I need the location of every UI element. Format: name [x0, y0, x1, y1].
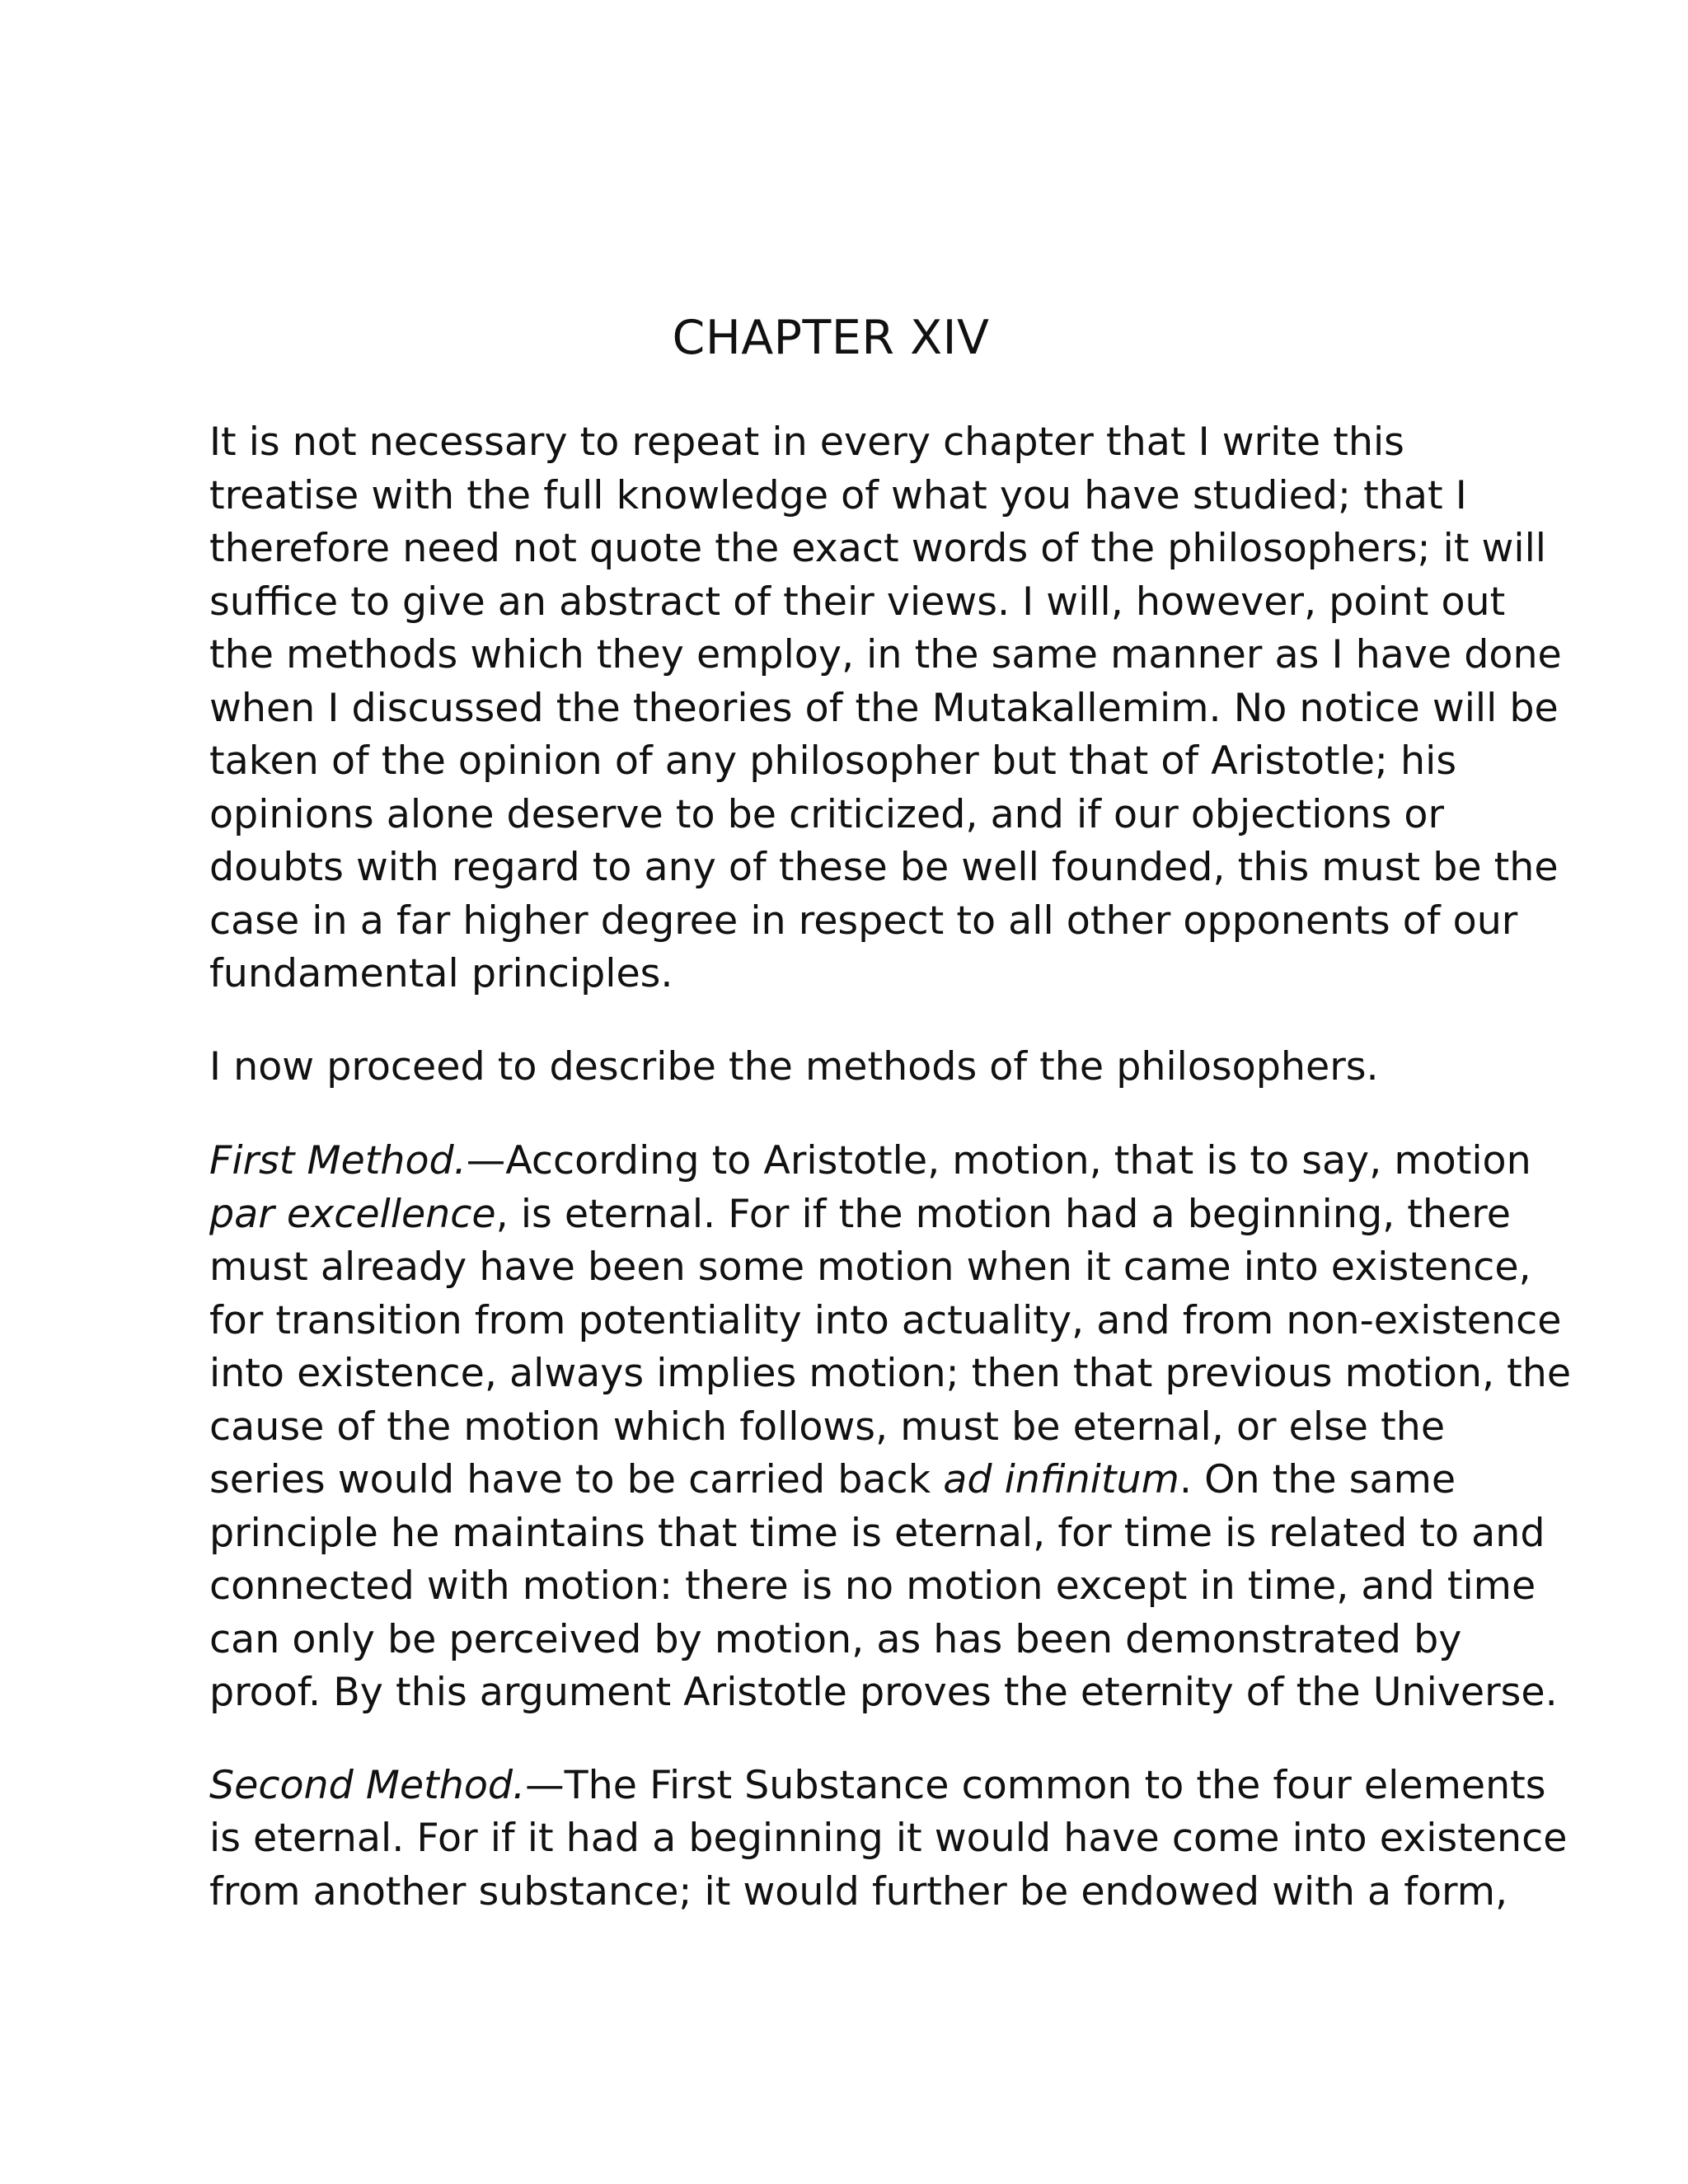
paragraph-proceed — [209, 1041, 1483, 1094]
text-line — [209, 1454, 1483, 1507]
text-line: is eternal. For if it had a beginning it would have come into existence — [209, 1816, 1568, 1861]
paragraph-first-method — [209, 1135, 1572, 1720]
text-line: principle he maintains that time is eternal, for time is related to and — [209, 1510, 1545, 1556]
text-line: cause of the motion which follows, must be eternal, or else the — [209, 1404, 1446, 1450]
italic-phrase: ad infinitum — [943, 1457, 1179, 1502]
text-line: when I discussed the theories of the Mutakallemim. No notice will be — [209, 685, 1559, 731]
text-line: can only be perceived by motion, as has been demonstrated by — [209, 1616, 1462, 1662]
text-line: must already have been some motion when it came into existence, — [209, 1244, 1531, 1290]
text-line: I now proceed to describe the methods of the philosophers. — [209, 1043, 1379, 1090]
italic-phrase: par excellence — [209, 1191, 496, 1237]
text-line: doubts with regard to any of these be well founded, this must be the — [209, 845, 1559, 890]
text-line: from another substance; it would further be endowed with a form, — [209, 1868, 1508, 1915]
text-span: —The First Substance common to the four elements — [525, 1762, 1546, 1808]
text-line: the methods which they employ, in the same manner as I have done — [209, 632, 1562, 677]
text-span: series would have to be carried back — [209, 1457, 944, 1502]
body-text — [209, 416, 1572, 1958]
text-line: It is not necessary to repeat in every chapter that I write this — [209, 419, 1404, 465]
text-line: connected with motion: there is no motion except in time, and time — [209, 1563, 1536, 1609]
paragraph-intro — [209, 416, 1562, 1001]
text-line: for transition from potentiality into actuality, and from non-existence — [209, 1297, 1562, 1343]
paragraph-second-method — [209, 1760, 1568, 1919]
text-line: into existence, always implies motion; then that previous motion, the — [209, 1351, 1572, 1396]
text-line: fundamental principles. — [209, 951, 673, 996]
text-line — [209, 1135, 1531, 1188]
text-line: proof. By this argument Aristotle proves the eternity of the Universe. — [209, 1670, 1558, 1715]
text-span: . On the same — [1179, 1457, 1456, 1502]
method-heading: Second Method. — [209, 1762, 526, 1808]
text-line: suffice to give an abstract of their views. I will, however, point out — [209, 579, 1506, 625]
text-span: —According to Aristotle, motion, that is to say, motion — [466, 1138, 1531, 1183]
text-line — [209, 1188, 1511, 1242]
text-line — [209, 1760, 1546, 1813]
text-line: taken of the opinion of any philosopher but that of Aristotle; his — [209, 738, 1457, 784]
text-line: opinions alone deserve to be criticized, and if our objections or — [209, 791, 1445, 837]
text-line: therefore need not quote the exact words of the philosophers; it will — [209, 526, 1546, 571]
chapter-title: CHAPTER XIV — [672, 311, 990, 365]
method-heading: First Method. — [209, 1138, 467, 1183]
text-span: , is eternal. For if the motion had a beginning, there — [495, 1191, 1511, 1237]
text-line: case in a far higher degree in respect to all other opponents of our — [209, 898, 1518, 944]
text-line: treatise with the full knowledge of what you have studied; that I — [209, 472, 1467, 518]
